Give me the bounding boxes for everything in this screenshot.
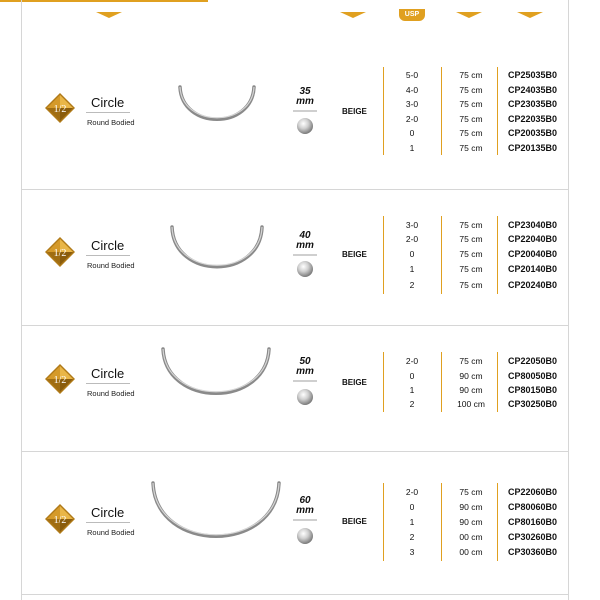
- usp-size-cell: 3-0: [405, 220, 419, 230]
- usp-size-cell: 1: [409, 517, 415, 527]
- column-marker-icon: [517, 12, 543, 18]
- length-cell: 75 cm: [459, 114, 483, 124]
- column-divider: [497, 352, 498, 412]
- column-divider: [383, 352, 384, 412]
- needle-body-label: Round Bodied: [87, 261, 135, 270]
- length-cell: 75 cm: [459, 99, 483, 109]
- product-code-cell: CP30260B0: [508, 532, 558, 542]
- usp-size-cell: 2-0: [405, 114, 419, 124]
- product-code-cell: CP80150B0: [508, 385, 558, 395]
- label-underline: [86, 112, 130, 113]
- product-code-cell: CP30360B0: [508, 547, 558, 557]
- usp-size-cell: 4-0: [405, 85, 419, 95]
- length-cell: 75 cm: [459, 85, 483, 95]
- usp-size-cell: 3-0: [405, 99, 419, 109]
- product-code-cell: CP24035B0: [508, 85, 558, 95]
- size-underline: [293, 110, 317, 112]
- product-code-cell: CP80060B0: [508, 502, 558, 512]
- svg-text:1/2: 1/2: [53, 375, 67, 386]
- length-cell: 90 cm: [459, 502, 483, 512]
- label-underline: [86, 383, 130, 384]
- product-code-cell: CP23035B0: [508, 99, 558, 109]
- half-circle-diamond-icon: [44, 236, 76, 268]
- length-cell: 100 cm: [457, 399, 485, 409]
- half-circle-needle-image: [168, 224, 266, 284]
- svg-text:1/2: 1/2: [53, 104, 67, 115]
- usp-size-cell: 0: [409, 502, 415, 512]
- usp-size-cell: 2-0: [405, 356, 419, 366]
- usp-size-cell: 0: [409, 249, 415, 259]
- product-code-cell: CP23040B0: [508, 220, 558, 230]
- usp-size-cell: 2: [409, 532, 415, 542]
- usp-size-cell: 1: [409, 264, 415, 274]
- needle-shape-label: Circle: [91, 366, 125, 381]
- column-marker-icon: [456, 12, 482, 18]
- needle-size: 35 mm: [296, 86, 314, 107]
- length-cell: 90 cm: [459, 371, 483, 381]
- suture-color: BEIGE: [342, 107, 367, 116]
- length-cell: 00 cm: [459, 532, 483, 542]
- product-code-cell: CP20040B0: [508, 249, 558, 259]
- column-marker-icon: [96, 12, 122, 18]
- length-cell: 75 cm: [459, 487, 483, 497]
- size-underline: [293, 254, 317, 256]
- usp-size-cell: 2: [409, 399, 415, 409]
- length-cell: 90 cm: [459, 385, 483, 395]
- length-cell: 75 cm: [459, 356, 483, 366]
- column-divider: [497, 216, 498, 294]
- length-cell: 75 cm: [459, 264, 483, 274]
- column-divider: [497, 67, 498, 155]
- row-divider: [21, 325, 569, 326]
- usp-size-cell: 3: [409, 547, 415, 557]
- length-cell: 75 cm: [459, 249, 483, 259]
- usp-size-cell: 1: [409, 143, 415, 153]
- column-marker-icon: [340, 12, 366, 18]
- round-body-point-icon: [297, 118, 313, 134]
- half-circle-needle-image: [176, 84, 258, 134]
- suture-color: BEIGE: [342, 517, 367, 526]
- usp-size-cell: 0: [409, 371, 415, 381]
- product-code-cell: CP20140B0: [508, 264, 558, 274]
- half-circle-diamond-icon: [44, 363, 76, 395]
- needle-body-label: Round Bodied: [87, 118, 135, 127]
- product-code-cell: CP22040B0: [508, 234, 558, 244]
- column-divider: [441, 67, 442, 155]
- column-divider: [383, 216, 384, 294]
- needle-shape-label: Circle: [91, 238, 125, 253]
- product-code-cell: CP22050B0: [508, 356, 558, 366]
- column-divider: [497, 483, 498, 561]
- length-cell: 75 cm: [459, 143, 483, 153]
- round-body-point-icon: [297, 389, 313, 405]
- product-code-cell: CP80050B0: [508, 371, 558, 381]
- usp-header-badge: USP: [399, 9, 425, 21]
- needle-shape-label: Circle: [91, 505, 125, 520]
- size-underline: [293, 519, 317, 521]
- suture-color: BEIGE: [342, 250, 367, 259]
- usp-size-cell: 0: [409, 128, 415, 138]
- svg-text:1/2: 1/2: [53, 515, 67, 526]
- needle-body-label: Round Bodied: [87, 389, 135, 398]
- label-underline: [86, 255, 130, 256]
- product-code-cell: CP22035B0: [508, 114, 558, 124]
- product-code-cell: CP20135B0: [508, 143, 558, 153]
- column-divider: [441, 216, 442, 294]
- column-divider: [383, 483, 384, 561]
- round-body-point-icon: [297, 261, 313, 277]
- half-circle-diamond-icon: [44, 92, 76, 124]
- product-code-cell: CP20240B0: [508, 280, 558, 290]
- usp-size-cell: 1: [409, 385, 415, 395]
- usp-size-cell: 2: [409, 280, 415, 290]
- column-divider: [441, 352, 442, 412]
- product-code-cell: CP25035B0: [508, 70, 558, 80]
- needle-body-label: Round Bodied: [87, 528, 135, 537]
- size-underline: [293, 380, 317, 382]
- length-cell: 75 cm: [459, 280, 483, 290]
- half-circle-needle-image: [148, 480, 284, 556]
- half-circle-needle-image: [158, 346, 274, 410]
- length-cell: 90 cm: [459, 517, 483, 527]
- usp-size-cell: 5-0: [405, 70, 419, 80]
- usp-size-cell: 2-0: [405, 234, 419, 244]
- length-cell: 75 cm: [459, 220, 483, 230]
- round-body-point-icon: [297, 528, 313, 544]
- product-code-cell: CP80160B0: [508, 517, 558, 527]
- length-cell: 75 cm: [459, 70, 483, 80]
- length-cell: 00 cm: [459, 547, 483, 557]
- row-divider: [21, 451, 569, 452]
- needle-size: 50 mm: [296, 356, 314, 377]
- svg-text:1/2: 1/2: [53, 248, 67, 259]
- suture-color: BEIGE: [342, 378, 367, 387]
- product-code-cell: CP30250B0: [508, 399, 558, 409]
- half-circle-diamond-icon: [44, 503, 76, 535]
- needle-size: 40 mm: [296, 230, 314, 251]
- product-code-cell: CP22060B0: [508, 487, 558, 497]
- product-code-cell: CP20035B0: [508, 128, 558, 138]
- usp-size-cell: 2-0: [405, 487, 419, 497]
- length-cell: 75 cm: [459, 234, 483, 244]
- row-divider: [21, 594, 569, 595]
- row-divider: [21, 189, 569, 190]
- length-cell: 75 cm: [459, 128, 483, 138]
- column-divider: [383, 67, 384, 155]
- column-divider: [441, 483, 442, 561]
- label-underline: [86, 522, 130, 523]
- needle-shape-label: Circle: [91, 95, 125, 110]
- needle-size: 60 mm: [296, 495, 314, 516]
